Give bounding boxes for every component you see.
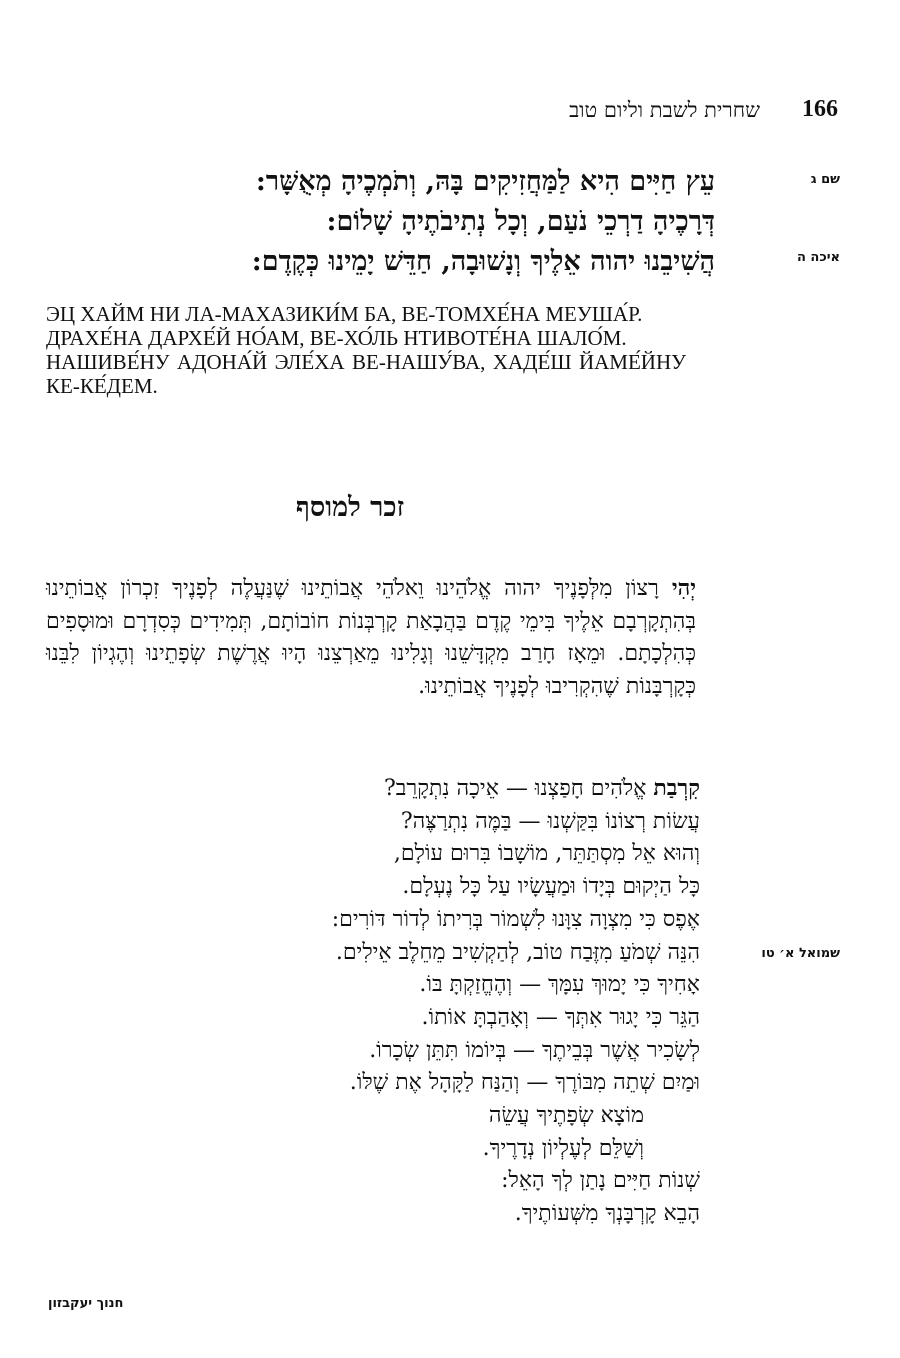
transliteration-block — [46, 302, 686, 398]
poem-line: הַגֵּר כִּי יָגוּר אִתְּךָ — וְאָהַבְתָּ אוֹתוֹ. — [421, 1004, 700, 1030]
poem-line: עֲשׂוֹת רְצוֹנוֹ בִּקַּשְׁנוּ — בַּמֶּה נִתְרַצֶּה? — [400, 808, 700, 834]
poem-line: הִנֵּה שְׁמֹעַ מִזֶּבַח טוֹב, לְהַקְשִׁיב מֵחֵלֶב אֵילִים. — [335, 939, 700, 965]
poem-line: לְשָׂכִיר אֲשֶׁר בְּבֵיתֶךָ — בְּיוֹמוֹ תִּתֵּן שְׂכָרוֹ. — [369, 1037, 700, 1063]
margin-note-source: שם ג — [810, 172, 840, 187]
verse-line: הֲשִׁיבֵנוּ יהוה אֵלֶיךָ וְנָשׁוּבָה, חַדֵּשׁ יָמֵינוּ כְּקֶדֶם: — [251, 246, 715, 277]
verse-line: דְּרָכֶיהָ דַרְכֵי נֹעַם, וְכָל נְתִיבֹתֶיהָ שָׁלוֹם: — [326, 206, 715, 237]
poem-line: וְהוּא אֵל מִסְתַּתֵּר, מוֹשָׁבוֹ בִּרוּם עוֹלָם, — [393, 841, 700, 867]
poem-line — [120, 772, 700, 806]
section-title: זכר למוסף — [295, 492, 405, 523]
lead-word: יְהִי — [671, 575, 697, 601]
poem-line: הָבֵא קָרְבָּנְךָ מִשְּׁעוֹתֶיךָ. — [514, 1201, 700, 1227]
poem-line-text: אֱלֹהִים חָפַצְנוּ — אֵיכָה נִתְקָרֵב? — [383, 776, 647, 801]
page-number: 166 — [802, 96, 838, 122]
prose-text: רָצוֹן מִלְּפָנֶיךָ יהוה אֱלֹהֵינוּ וֵאלֹהֵי אֲבוֹתֵינוּ שֶׁנַּעֲלֶה לְפָנֶיךָ זִכְרוֹן אֲבוֹתֵינוּ בְּהִתְקָרְבָם אֵלֶיךָ בִּימֵי קֶדֶם בַּהֲבָאַת קָרְבְּנוֹת חוֹבוֹתָם, תְּמִידִים כְּסִדְרָם וּמוּסָפִים כְּהִלְכָתָם. וּמֵאָז חָרַב מִקְדָּשֵׁנוּ וְגָלִינוּ מֵאַרְצֵנוּ הָיוּ אֲרֶשֶׁת שְׂפָתֵינוּ וְהֶגְיוֹן לִבֵּנוּ כְּקָרְבָּנוֹת שֶׁהִקְרִיבוּ לְפָנֶיךָ אֲבוֹתֵינוּ. — [46, 576, 696, 699]
transliteration-line: ДРАХЕ́HА ДАРХЕ́Й НО́АМ, ВЕ-ХО́ЛЬ НТИВОТЕ́HА ШАЛО́М. — [46, 326, 627, 350]
poem-line: מוֹצָא שְׂפָתֶיךָ עֲשֵׂה — [488, 1103, 644, 1129]
poem-line: אָחִיךָ כִּי יָמוּךְ עִמָּךְ — וְהֶחֱזַקְתָּ בּוֹ. — [419, 972, 700, 998]
margin-note-source: שמואל א׳ טו — [761, 946, 840, 961]
verse-block — [75, 162, 715, 282]
poem-line: שְׁנוֹת חַיִּים נָתַן לְךָ הָאֵל: — [501, 1168, 700, 1194]
poem-block — [120, 772, 700, 1231]
poem-line: אֶפֶס כִּי מִצְוָה צִוָּנוּ לִשְׁמוֹר בְּרִיתוֹ לְדוֹר דּוֹרִים: — [331, 906, 700, 932]
poem-line: וְשַׁלֵּם לְעֶלְיוֹן נְדָרֶיךָ. — [482, 1135, 644, 1161]
poem-line: וּמַיִם שְׁתֵה מִבּוֹרֶךָ — וְהַנַּח לַקָּהָל אֶת שֶׁלּוֹ. — [349, 1070, 700, 1096]
prose-paragraph — [46, 572, 696, 703]
footer-credit: חנוך יעקבזון — [48, 1296, 124, 1311]
transliteration-line: ЭЦ ХАЙМ HИ ЛА-МАХАЗИКИ́М БА, ВЕ-ТОМХЕ́HА МЕУША́Р. — [46, 302, 643, 326]
margin-note-source: איכה ה — [796, 250, 840, 265]
lead-word: קִרְבַת — [653, 775, 700, 801]
poem-line: כָּל הַיְקוּם בְּיָדוֹ וּמַעֲשָׂיו עַל כָּל נֶעְלָם. — [402, 874, 700, 900]
verse-line: עֵץ חַיִּים הִיא לַמַּחֲזִיקִים בָּהּ, וְתֹמְכֶיהָ מְאֻשָּׁר: — [255, 166, 715, 197]
running-head: שחרית לשבת וליום טוב — [569, 98, 760, 122]
transliteration-line: HАШИВЕ́НУ АДОНА́Й ЭЛЕ́ХА ВЕ-НАШУ́ВА, ХАДЕ́Ш ЙАМЕ́ЙНУ КЕ-КЕ́ДЕМ. — [46, 350, 686, 398]
